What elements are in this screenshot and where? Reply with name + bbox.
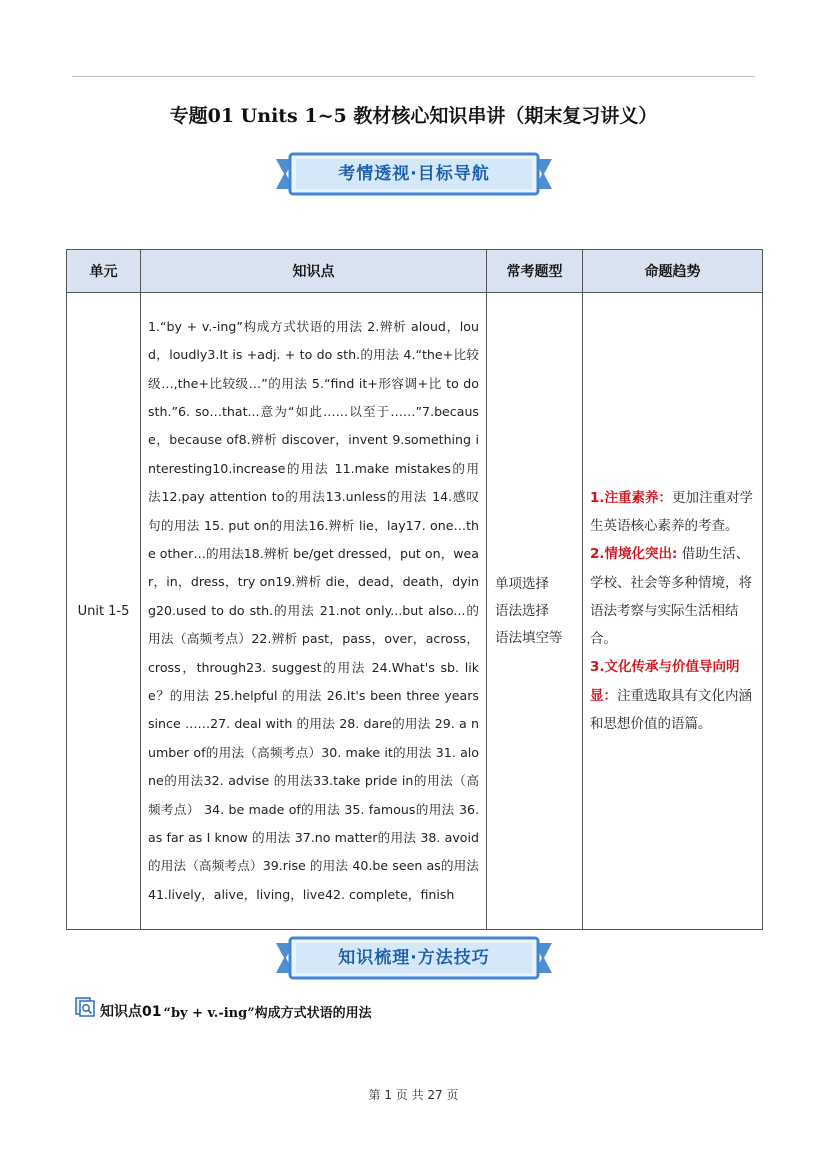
table-header-row: [67, 250, 763, 293]
header-unit: 单元: [67, 250, 141, 293]
banner-title: 考情透视·目标导航: [338, 164, 490, 184]
unit-cell: Unit 1-5: [67, 293, 141, 930]
knowledge-table: [66, 249, 763, 930]
page-title: 专题01 Units 1~5 教材核心知识串讲（期末复习讲义）: [169, 105, 658, 127]
question-type-item: 单项选择: [495, 575, 549, 592]
table-row: [67, 293, 763, 930]
trend-text: 借助生活、学校、社会等多种情境，将语法考察与实际生活相结合。: [590, 546, 752, 648]
header-question-types: 常考题型: [487, 250, 583, 293]
banner-exam-overview: [276, 151, 552, 197]
trend-item: [590, 484, 755, 540]
banner-title: 知识梳理·方法技巧: [338, 948, 490, 968]
knowledge-point-topic: “by + v.-ing”构成方式状语的用法: [163, 1005, 372, 1021]
trend-item: [590, 653, 755, 738]
knowledge-point-label: 知识点01: [100, 1004, 162, 1020]
trend-item: [590, 540, 755, 653]
knowledge-cell: 1.“by + v.-ing”构成方式状语的用法 2.辨析 aloud，loud，loudly3.It is +adj. + to do sth.的用法 4.“the+比较级…,the+比较级…”的用法 5.“find it+形容调+比 to do sth.”6. so…that...意为“如此……以至于……”7.because，because of8.辨析 discover，invent 9.something interesting10.increase的用法 11.make mistakes的用法12.pay attention to的用法13.unless的用法 14.感叹句的用法 15. put on的用法16.辨析 lie，lay17. one…the other…的用法18.辨析 be/get dressed，put on，wear，in，dress，try on19.辨析 die，dead，death，dying20.used to do sth.的用法 21.not only...but also...的用法（高频考点）22.辨析 past，pass，over，across，cross，through23. suggest的用法 24.What's sb. like？的用法 25.helpful 的用法 26.It's been three years since ……27. deal with 的用法 28. dare的用法 29. a number of的用法（高频考点）30. make it的用法 31. alone的用法32. advise 的用法33.take pride in的用法（高频考点） 34. be made of的用法 35. famous的用法 36. as far as I know 的用法 37.no matter的用法 38. avoid 的用法（高频考点）39.rise 的用法 40.be seen as的用法 41.lively，alive，living，live42. complete，finish: [141, 293, 487, 930]
trends-cell: [583, 293, 763, 930]
trend-label: 3.文化传承与价值导向明显：: [590, 659, 740, 704]
trend-text: 注重选取具有文化内涵和思想价值的语篇。: [590, 687, 752, 732]
trend-label: 1.注重素养：: [590, 490, 673, 507]
knowledge-point-heading: [74, 996, 372, 1026]
question-type-item: 语法选择: [495, 602, 549, 619]
knowledge-point-icon: [74, 996, 96, 1018]
header-knowledge: 知识点: [141, 250, 487, 293]
trend-text: 更加注重对学生英语核心素养的考查。: [590, 490, 754, 535]
trend-label: 2.情境化突出:: [590, 546, 678, 563]
header-rule: [72, 76, 755, 77]
banner-knowledge-methods: [276, 935, 552, 981]
question-types-cell: [487, 293, 583, 930]
question-type-item: 语法填空等: [495, 629, 563, 646]
header-trends: 命题趋势: [583, 250, 763, 293]
page-footer: 第 1 页 共 27 页: [368, 1088, 459, 1102]
